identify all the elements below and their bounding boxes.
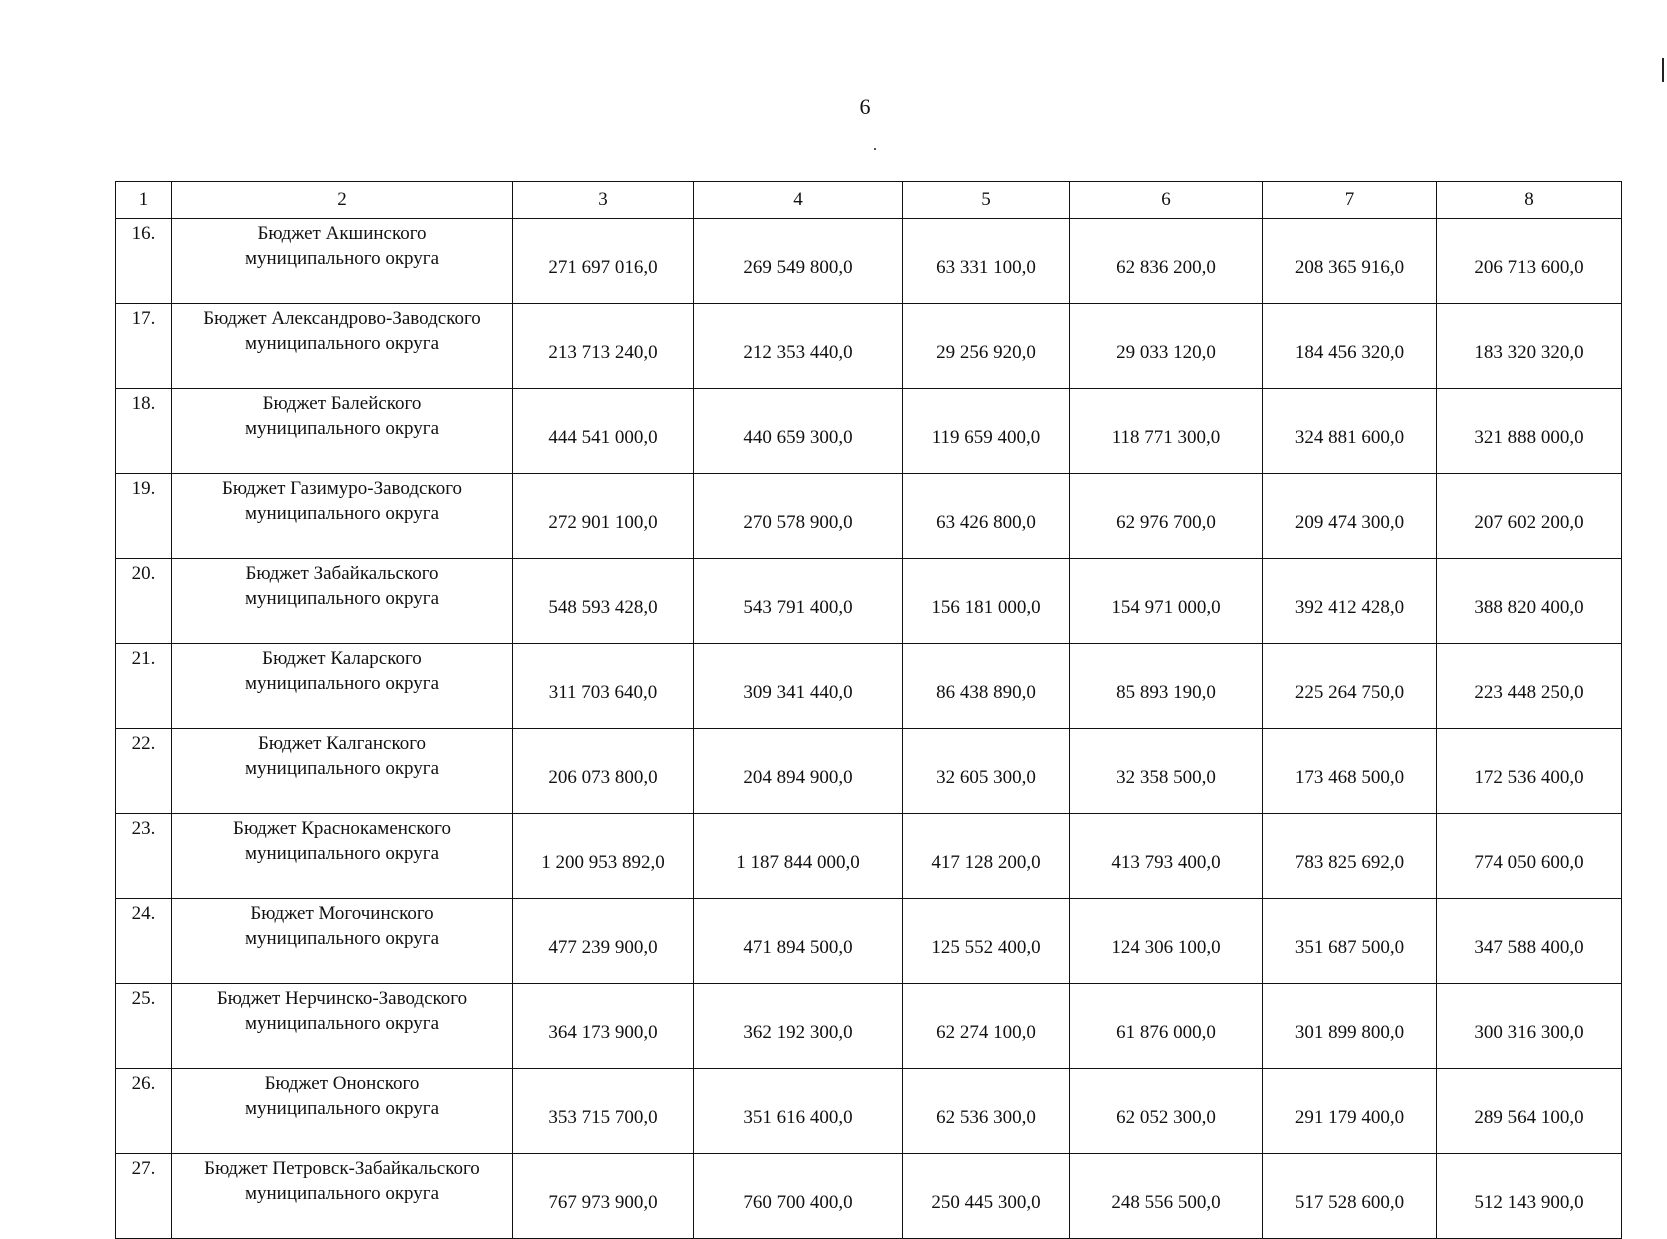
budget-name-line2: муниципального округа xyxy=(244,1013,440,1034)
amount-cell: 301 899 800,0 xyxy=(1263,984,1437,1069)
budget-name-line2: муниципального округа xyxy=(244,418,440,439)
page-number: 6 xyxy=(859,94,871,119)
column-header: 4 xyxy=(694,182,903,219)
amount-cell: 208 365 916,0 xyxy=(1263,219,1437,304)
row-number: 19. xyxy=(116,474,172,559)
budget-name-line1: Бюджет Ононского xyxy=(264,1073,420,1094)
amount-cell: 250 445 300,0 xyxy=(903,1154,1070,1239)
amount-cell: 351 616 400,0 xyxy=(694,1069,903,1154)
budget-name xyxy=(172,644,513,729)
amount-cell: 63 426 800,0 xyxy=(903,474,1070,559)
column-header: 5 xyxy=(903,182,1070,219)
amount-cell: 417 128 200,0 xyxy=(903,814,1070,899)
amount-cell: 173 468 500,0 xyxy=(1263,729,1437,814)
amount-cell: 548 593 428,0 xyxy=(513,559,694,644)
budget-name-line1: Бюджет Балейского xyxy=(262,393,422,414)
amount-cell: 760 700 400,0 xyxy=(694,1154,903,1239)
column-header: 6 xyxy=(1070,182,1263,219)
row-number: 25. xyxy=(116,984,172,1069)
table-row xyxy=(116,389,1622,474)
amount-cell: 471 894 500,0 xyxy=(694,899,903,984)
amount-cell: 774 050 600,0 xyxy=(1437,814,1622,899)
row-number: 24. xyxy=(116,899,172,984)
amount-cell: 1 200 953 892,0 xyxy=(513,814,694,899)
amount-cell: 61 876 000,0 xyxy=(1070,984,1263,1069)
budget-name xyxy=(172,984,513,1069)
amount-cell: 124 306 100,0 xyxy=(1070,899,1263,984)
column-header: 8 xyxy=(1437,182,1622,219)
budget-name-line1: Бюджет Александрово-Заводского xyxy=(203,308,481,329)
budget-name-line2: муниципального округа xyxy=(244,758,440,779)
budget-name-line1: Бюджет Петровск-Забайкальского xyxy=(204,1158,480,1179)
amount-cell: 62 274 100,0 xyxy=(903,984,1070,1069)
amount-cell: 29 033 120,0 xyxy=(1070,304,1263,389)
amount-cell: 156 181 000,0 xyxy=(903,559,1070,644)
amount-cell: 206 713 600,0 xyxy=(1437,219,1622,304)
table-row xyxy=(116,1069,1622,1154)
amount-cell: 209 474 300,0 xyxy=(1263,474,1437,559)
budget-name-line2: муниципального округа xyxy=(244,1183,440,1204)
budget-name-line1: Бюджет Нерчинско-Заводского xyxy=(216,988,468,1009)
table-row xyxy=(116,984,1622,1069)
column-header: 7 xyxy=(1263,182,1437,219)
column-number-row xyxy=(116,182,1622,219)
budget-name xyxy=(172,559,513,644)
budget-name xyxy=(172,729,513,814)
amount-cell: 270 578 900,0 xyxy=(694,474,903,559)
amount-cell: 32 358 500,0 xyxy=(1070,729,1263,814)
amount-cell: 351 687 500,0 xyxy=(1263,899,1437,984)
table-row xyxy=(116,644,1622,729)
amount-cell: 62 052 300,0 xyxy=(1070,1069,1263,1154)
budget-name xyxy=(172,389,513,474)
amount-cell: 444 541 000,0 xyxy=(513,389,694,474)
table-row xyxy=(116,899,1622,984)
budget-name-line1: Бюджет Акшинского xyxy=(257,223,427,244)
budget-name xyxy=(172,474,513,559)
table-row xyxy=(116,1154,1622,1239)
budget-name-line2: муниципального округа xyxy=(244,843,440,864)
budget-name xyxy=(172,1069,513,1154)
amount-cell: 62 536 300,0 xyxy=(903,1069,1070,1154)
amount-cell: 271 697 016,0 xyxy=(513,219,694,304)
amount-cell: 477 239 900,0 xyxy=(513,899,694,984)
amount-cell: 783 825 692,0 xyxy=(1263,814,1437,899)
amount-cell: 353 715 700,0 xyxy=(513,1069,694,1154)
budget-name xyxy=(172,899,513,984)
amount-cell: 85 893 190,0 xyxy=(1070,644,1263,729)
amount-cell: 29 256 920,0 xyxy=(903,304,1070,389)
amount-cell: 517 528 600,0 xyxy=(1263,1154,1437,1239)
budget-name-line2: муниципального округа xyxy=(244,248,440,269)
row-number: 18. xyxy=(116,389,172,474)
budget-name-line2: муниципального округа xyxy=(244,503,440,524)
amount-cell: 440 659 300,0 xyxy=(694,389,903,474)
amount-cell: 767 973 900,0 xyxy=(513,1154,694,1239)
amount-cell: 347 588 400,0 xyxy=(1437,899,1622,984)
budget-name-line1: Бюджет Калганского xyxy=(257,733,427,754)
row-number: 27. xyxy=(116,1154,172,1239)
amount-cell: 62 976 700,0 xyxy=(1070,474,1263,559)
budget-name xyxy=(172,219,513,304)
amount-cell: 32 605 300,0 xyxy=(903,729,1070,814)
amount-cell: 125 552 400,0 xyxy=(903,899,1070,984)
row-number: 20. xyxy=(116,559,172,644)
budget-name xyxy=(172,304,513,389)
amount-cell: 309 341 440,0 xyxy=(694,644,903,729)
amount-cell: 119 659 400,0 xyxy=(903,389,1070,474)
table-row xyxy=(116,219,1622,304)
table-row xyxy=(116,729,1622,814)
row-number: 23. xyxy=(116,814,172,899)
amount-cell: 184 456 320,0 xyxy=(1263,304,1437,389)
budget-name-line2: муниципального округа xyxy=(244,588,440,609)
amount-cell: 392 412 428,0 xyxy=(1263,559,1437,644)
amount-cell: 86 438 890,0 xyxy=(903,644,1070,729)
row-number: 22. xyxy=(116,729,172,814)
budget-name-line1: Бюджет Забайкальского xyxy=(245,563,439,584)
amount-cell: 272 901 100,0 xyxy=(513,474,694,559)
budget-name-line1: Бюджет Могочинского xyxy=(250,903,434,924)
table-row xyxy=(116,304,1622,389)
amount-cell: 248 556 500,0 xyxy=(1070,1154,1263,1239)
amount-cell: 413 793 400,0 xyxy=(1070,814,1263,899)
amount-cell: 300 316 300,0 xyxy=(1437,984,1622,1069)
budget-name-line1: Бюджет Газимуро-Заводского xyxy=(221,478,463,499)
budget-name xyxy=(172,1154,513,1239)
amount-cell: 364 173 900,0 xyxy=(513,984,694,1069)
amount-cell: 269 549 800,0 xyxy=(694,219,903,304)
budget-name-line2: муниципального округа xyxy=(244,1098,440,1119)
table-body xyxy=(116,219,1622,1239)
amount-cell: 324 881 600,0 xyxy=(1263,389,1437,474)
amount-cell: 62 836 200,0 xyxy=(1070,219,1263,304)
amount-cell: 289 564 100,0 xyxy=(1437,1069,1622,1154)
amount-cell: 212 353 440,0 xyxy=(694,304,903,389)
budget-name-line2: муниципального округа xyxy=(244,928,440,949)
amount-cell: 204 894 900,0 xyxy=(694,729,903,814)
row-number: 16. xyxy=(116,219,172,304)
amount-cell: 388 820 400,0 xyxy=(1437,559,1622,644)
amount-cell: 223 448 250,0 xyxy=(1437,644,1622,729)
table-row xyxy=(116,474,1622,559)
row-number: 26. xyxy=(116,1069,172,1154)
row-number: 21. xyxy=(116,644,172,729)
budget-name-line2: муниципального округа xyxy=(244,673,440,694)
budget-name-line1: Бюджет Каларского xyxy=(262,648,422,669)
amount-cell: 154 971 000,0 xyxy=(1070,559,1263,644)
amount-cell: 207 602 200,0 xyxy=(1437,474,1622,559)
edge-mark xyxy=(1662,58,1664,82)
amount-cell: 183 320 320,0 xyxy=(1437,304,1622,389)
amount-cell: 206 073 800,0 xyxy=(513,729,694,814)
row-number: 17. xyxy=(116,304,172,389)
budget-name xyxy=(172,814,513,899)
scan-speck xyxy=(874,148,876,150)
table-row xyxy=(116,814,1622,899)
amount-cell: 63 331 100,0 xyxy=(903,219,1070,304)
amount-cell: 362 192 300,0 xyxy=(694,984,903,1069)
column-header: 2 xyxy=(172,182,513,219)
amount-cell: 321 888 000,0 xyxy=(1437,389,1622,474)
budget-name-line2: муниципального округа xyxy=(244,333,440,354)
amount-cell: 172 536 400,0 xyxy=(1437,729,1622,814)
amount-cell: 291 179 400,0 xyxy=(1263,1069,1437,1154)
budget-table xyxy=(115,181,1622,1239)
amount-cell: 1 187 844 000,0 xyxy=(694,814,903,899)
amount-cell: 225 264 750,0 xyxy=(1263,644,1437,729)
amount-cell: 213 713 240,0 xyxy=(513,304,694,389)
table-row xyxy=(116,559,1622,644)
amount-cell: 543 791 400,0 xyxy=(694,559,903,644)
column-header: 1 xyxy=(116,182,172,219)
budget-name-line1: Бюджет Краснокаменского xyxy=(233,818,451,839)
amount-cell: 311 703 640,0 xyxy=(513,644,694,729)
amount-cell: 512 143 900,0 xyxy=(1437,1154,1622,1239)
amount-cell: 118 771 300,0 xyxy=(1070,389,1263,474)
column-header: 3 xyxy=(513,182,694,219)
